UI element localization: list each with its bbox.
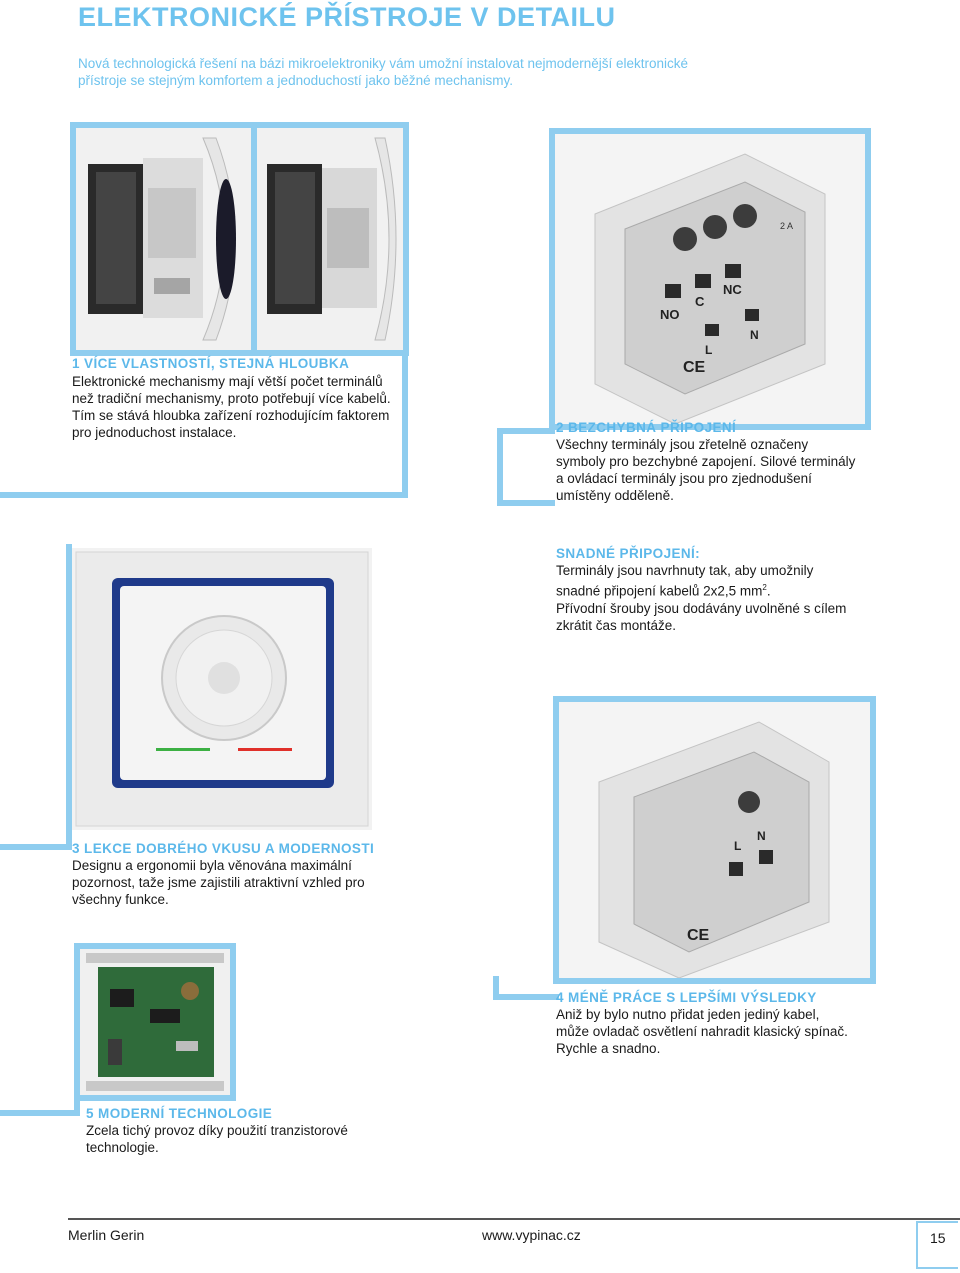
mechanism-depth-photo-2 xyxy=(251,122,409,356)
terminal-label-n: N xyxy=(750,328,759,342)
section-3-frame xyxy=(0,544,72,850)
terminal-block-illustration xyxy=(555,134,865,424)
rating-label: 2 A xyxy=(780,221,794,231)
text-line: zkrátit čas montáže. xyxy=(556,617,677,633)
section-3-text xyxy=(72,857,402,908)
terminal-label-c: C xyxy=(695,294,705,309)
text-line: všechny funkce. xyxy=(72,892,169,907)
text-line: Designu a ergonomii byla věnována maximální xyxy=(72,858,352,873)
circuit-board-illustration xyxy=(80,949,230,1095)
section-5-text xyxy=(86,1122,406,1156)
footer-brand: Merlin Gerin xyxy=(68,1227,145,1243)
ce-mark: CE xyxy=(687,927,710,944)
text-fragment: snadné připojení kabelů 2x2,5 mm xyxy=(556,583,763,599)
intro-line: přístroje se stejným komfortem a jednoduchostí jako běžné mechanismy. xyxy=(78,73,513,88)
section-5-frame xyxy=(0,1090,80,1116)
footer-url: www.vypinac.cz xyxy=(482,1227,581,1243)
ce-mark: CE xyxy=(683,359,706,376)
text-line: Aniž by bylo nutno přidat jeden jediný kabel, xyxy=(556,1007,820,1022)
terminal-block-photo-1 xyxy=(549,128,871,430)
easy-connection-text xyxy=(556,562,876,634)
section-4-frame xyxy=(493,976,559,1000)
intro-line: Nová technologická řešení na bázi mikroelektroniky vám umožní instalovat nejmodernější elektronické xyxy=(78,56,689,71)
section-3-title: 3 LEKCE DOBRÉHO VKUSU A MODERNOSTI xyxy=(72,841,375,856)
section-1-title: 1 VÍCE VLASTNOSTÍ, STEJNÁ HLOUBKA xyxy=(72,356,350,371)
text-line: než tradiční mechanismy, proto potřebují více kabelů. xyxy=(72,391,391,406)
thermostat-photo xyxy=(72,548,372,830)
section-2-frame xyxy=(497,428,555,506)
section-4-text xyxy=(556,1006,886,1057)
section-2-text xyxy=(556,436,876,504)
text-line: pro jednoduchost instalace. xyxy=(72,425,237,440)
easy-connection-title: SNADNÉ PŘIPOJENÍ: xyxy=(556,546,701,561)
section-5-title: 5 MODERNÍ TECHNOLOGIE xyxy=(86,1106,273,1121)
terminal-label-no: NO xyxy=(660,307,680,322)
text-line: umístěny odděleně. xyxy=(556,488,674,503)
text-line: symboly pro bezchybné zapojení. Silové terminály xyxy=(556,454,856,469)
terminal-label-l: L xyxy=(734,839,742,853)
text-line: Rychle a snadno. xyxy=(556,1041,661,1056)
section-2-title: 2 BEZCHYBNÁ PŘIPOJENÍ xyxy=(556,420,737,435)
thermostat-illustration xyxy=(72,548,372,830)
section-4-title: 4 MÉNĚ PRÁCE S LEPŠÍMI VÝSLEDKY xyxy=(556,990,817,1005)
terminal-block-photo-2 xyxy=(553,696,876,984)
terminal-block-illustration xyxy=(559,702,870,978)
text-line: Přívodní šrouby jsou dodávány uvolněné s cílem xyxy=(556,600,847,616)
terminal-label-nc: NC xyxy=(723,282,742,297)
text-line: Terminály jsou navrhnuty tak, aby umožnily xyxy=(556,563,814,578)
page-title: ELEKTRONICKÉ PŘÍSTROJE V DETAILU xyxy=(78,2,616,32)
text-line: Všechny terminály jsou zřetelně označeny xyxy=(556,437,809,452)
circuit-board-photo xyxy=(74,943,236,1101)
mechanism-depth-photo-1 xyxy=(70,122,257,356)
footer-rule xyxy=(68,1218,960,1220)
text-line: pozornost, taže jsme zajistili atraktivní vzhled pro xyxy=(72,875,365,890)
intro-text xyxy=(78,55,758,89)
frame-1-cover xyxy=(0,122,70,128)
terminal-label-l: L xyxy=(705,343,713,357)
mechanism-illustration xyxy=(76,128,251,350)
text-line xyxy=(556,579,876,600)
mechanism-illustration xyxy=(257,128,403,350)
text-fragment: . xyxy=(766,583,771,599)
text-line: může ovladač osvětlení nahradit klasický spínač. xyxy=(556,1024,848,1039)
frame-1-cover xyxy=(0,346,70,486)
text-line: Zcela tichý provoz díky použití tranzistorové xyxy=(86,1123,348,1138)
text-line: a ovládací terminály jsou pro zjednodušení xyxy=(556,471,812,486)
text-line: Elektronické mechanismy mají větší počet terminálů xyxy=(72,374,383,389)
text-line: technologie. xyxy=(86,1140,159,1155)
terminal-label-n: N xyxy=(757,829,766,843)
page-number: 15 xyxy=(930,1230,946,1246)
section-1-text xyxy=(72,373,392,441)
superscript: 2 xyxy=(762,583,767,592)
text-line: Tím se stává hloubka zařízení rozhodujícím faktorem xyxy=(72,408,390,423)
